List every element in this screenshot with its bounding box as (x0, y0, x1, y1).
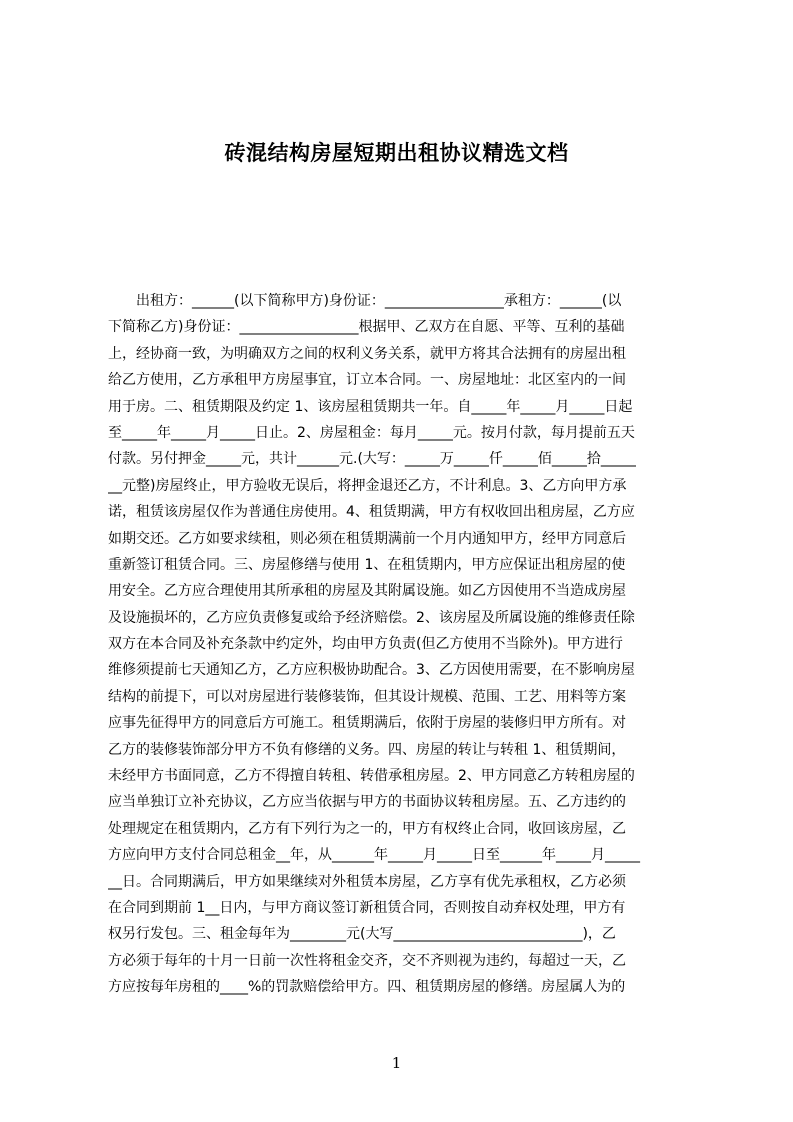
body-line: __日。合同期满后，甲方如果继续对外租赁本房屋，乙方享有优先承租权，乙方必须 (108, 873, 626, 890)
body-line: 付款。另付押金_____元，共计______元.(大写：_____万_____仟_____佰_____拾_____ (108, 451, 636, 468)
body-line: 给乙方使用，乙方承租甲方房屋事宜，订立本合同。一、房屋地址：北区室内的一间 (108, 372, 626, 389)
body-line: 用安全。乙方应合理使用其所承租的房屋及其附属设施。如乙方因使用不当造成房屋 (108, 583, 626, 600)
document-title: 砖混结构房屋短期出租协议精选文档 (224, 141, 569, 165)
body-line: 乙方的装修装饰部分甲方不负有修缮的义务。四、房屋的转让与转租 1、租赁期间， (108, 741, 626, 758)
body-line: 处理规定在租赁期内，乙方有下列行为之一的，甲方有权终止合同，收回该房屋，乙 (108, 820, 626, 837)
body-line: 及设施损坏的，乙方应负责修复或给予经济赔偿。2、该房屋及所属设施的维修责任除 (108, 609, 635, 626)
body-line: 权另行发包。三、租金每年为________元(大写___________________________)，乙 (108, 926, 616, 943)
body-line: 双方在本合同及补充条款中约定外，均由甲方负责(但乙方使用不当除外)。甲方进行 (108, 636, 623, 653)
body-line: __元整)房屋终止，甲方验收无误后，将押金退还乙方，不计利息。3、乙方向甲方承 (108, 477, 627, 494)
document-body (108, 288, 698, 1033)
body-line: 方应向甲方支付合同总租金__年，从______年_____月_____日至______年_____月_____ (108, 847, 640, 864)
page-number: 1 (391, 1054, 402, 1072)
body-line: 如期交还。乙方如要求续租，则必须在租赁期满前一个月内通知甲方，经甲方同意后 (108, 530, 626, 547)
body-line: 方必须于每年的十月一日前一次性将租金交齐，交不齐则视为违约，每超过一天，乙 (108, 952, 626, 969)
body-line: 在合同到期前 1__日内，与甲方商议签订新租赁合同，否则按自动弃权处理，甲方有 (108, 899, 626, 916)
body-line: 结构的前提下，可以对房屋进行装修装饰，但其设计规模、范围、工艺、用料等方案 (108, 688, 626, 705)
body-line: 应当单独订立补充协议，乙方应当依据与甲方的书面协议转租房屋。五、乙方违约的 (108, 794, 626, 811)
body-line: 应事先征得甲方的同意后方可施工。租赁期满后，依附于房屋的装修归甲方所有。对 (108, 715, 626, 732)
body-line: 至_____年_____月_____日止。2、房屋租金：每月_____元。按月付款，每月提前五天 (108, 424, 635, 441)
body-line: 上，经协商一致，为明确双方之间的权利义务关系，就甲方将其合法拥有的房屋出租 (108, 345, 626, 362)
body-line: 重新签订租赁合同。三、房屋修缮与使用 1、在租赁期内，甲方应保证出租房屋的使 (108, 556, 626, 573)
body-line: 诺，租赁该房屋仅作为普通住房使用。4、租赁期满，甲方有权收回出租房屋，乙方应 (108, 504, 635, 521)
body-line: 维修须提前七天通知乙方，乙方应积极协助配合。3、乙方因使用需要，在不影响房屋 (108, 662, 635, 679)
body-line: 下简称乙方)身份证：_________________根据甲、乙双方在自愿、平等、互利的基础 (108, 319, 625, 336)
body-line: 方应按每年房租的____%的罚款赔偿给甲方。四、租赁期房屋的修缮。房屋属人为的 (108, 979, 626, 996)
body-line: 用于房。二、租赁期限及约定 1、该房屋租赁期共一年。自_____年_____月_____日起 (108, 398, 633, 415)
body-line: 未经甲方书面同意，乙方不得擅自转租、转借承租房屋。2、甲方同意乙方转租房屋的 (108, 768, 635, 785)
body-line: 出租方：______(以下简称甲方)身份证：_________________承租方：______(以 (108, 293, 622, 309)
